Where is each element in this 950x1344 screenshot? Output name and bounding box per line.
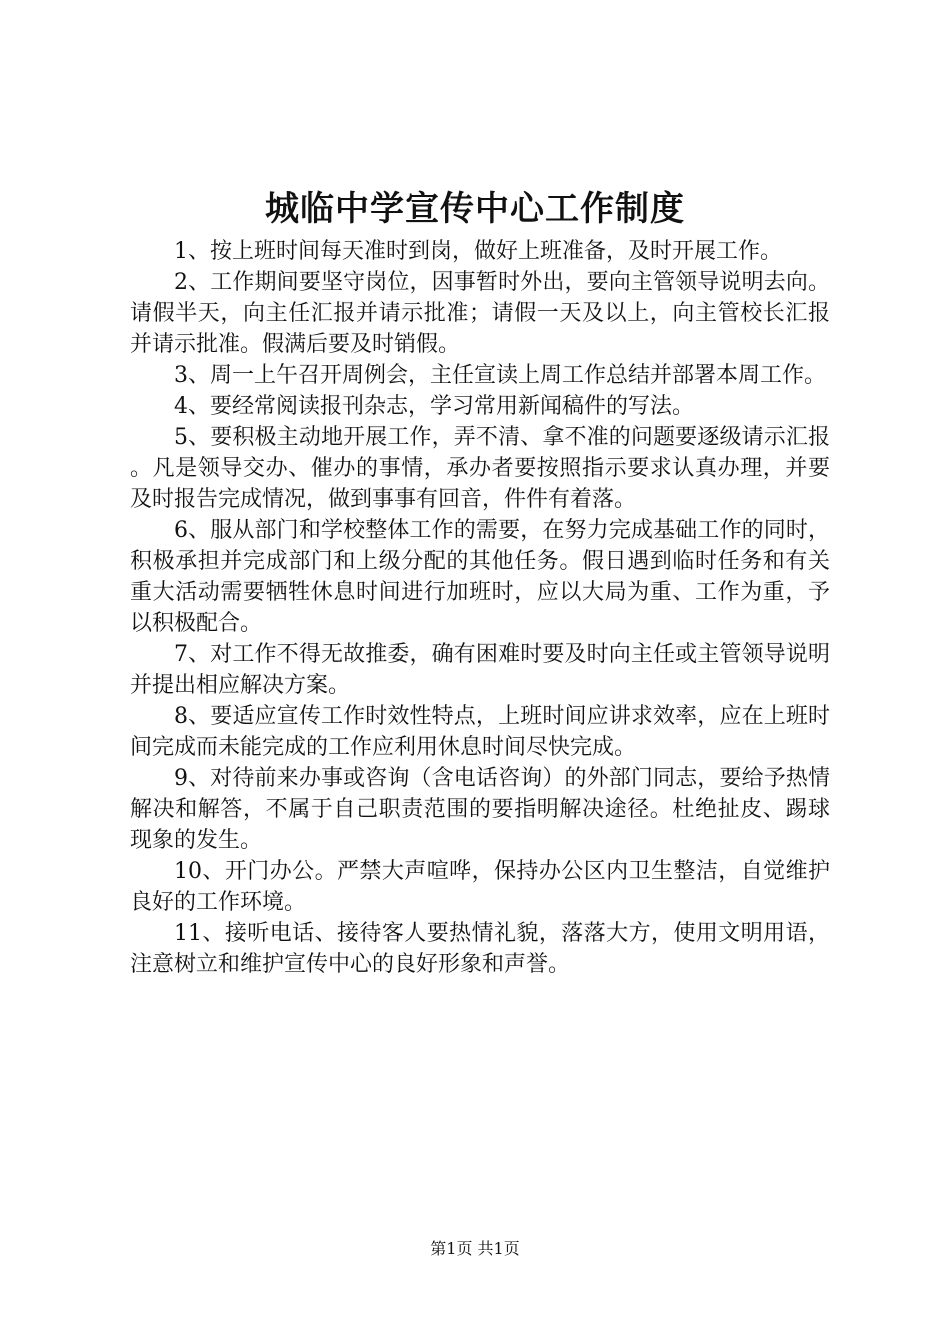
document-title: 城临中学宣传中心工作制度 bbox=[265, 189, 685, 229]
rule-paragraph-4: 4、要经常阅读报刊杂志，学习常用新闻稿件的写法。 bbox=[174, 394, 694, 419]
rule-paragraph-1: 1、按上班时间每天准时到岗，做好上班准备，及时开展工作。 bbox=[174, 239, 782, 264]
rule-paragraph-7: 7、对工作不得无故推委，确有困难时要及时向主任或主管领导说明并提出相应解决方案。 bbox=[130, 642, 830, 698]
rule-paragraph-2: 2、工作期间要坚守岗位，因事暂时外出，要向主管领导说明去向。请假半天，向主任汇报并请示批准；请假一天及以上，向主管校长汇报并请示批准。假满后要及时销假。 bbox=[130, 270, 830, 357]
page-number-footer: 第1页 共1页 bbox=[430, 1239, 520, 1258]
rule-paragraph-11: 11、接听电话、接待客人要热情礼貌，落落大方，使用文明用语，注意树立和维护宣传中心的良好形象和声誉。 bbox=[130, 921, 830, 977]
rule-paragraph-6: 6、服从部门和学校整体工作的需要，在努力完成基础工作的同时，积极承担并完成部门和上级分配的其他任务。假日遇到临时任务和有关重大活动需要牺牲休息时间进行加班时，应以大局为重、工作为重，予以积极配合。 bbox=[130, 518, 830, 636]
rule-paragraph-10: 10、开门办公。严禁大声喧哗，保持办公区内卫生整洁，自觉维护良好的工作环境。 bbox=[130, 859, 830, 915]
rule-paragraph-8: 8、要适应宣传工作时效性特点，上班时间应讲求效率，应在上班时间完成而未能完成的工作应利用休息时间尽快完成。 bbox=[130, 704, 830, 760]
rule-paragraph-5: 5、要积极主动地开展工作，弄不清、拿不准的问题要逐级请示汇报。凡是领导交办、催办的事情，承办者要按照指示要求认真办理，并要及时报告完成情况，做到事事有回音，件件有着落。 bbox=[130, 425, 830, 512]
document-body bbox=[130, 236, 830, 980]
rule-paragraph-3: 3、周一上午召开周例会，主任宣读上周工作总结并部署本周工作。 bbox=[174, 363, 826, 388]
rule-paragraph-9: 9、对待前来办事或咨询（含电话咨询）的外部门同志，要给予热情解决和解答，不属于自己职责范围的要指明解决途径。杜绝扯皮、踢球现象的发生。 bbox=[130, 766, 830, 853]
